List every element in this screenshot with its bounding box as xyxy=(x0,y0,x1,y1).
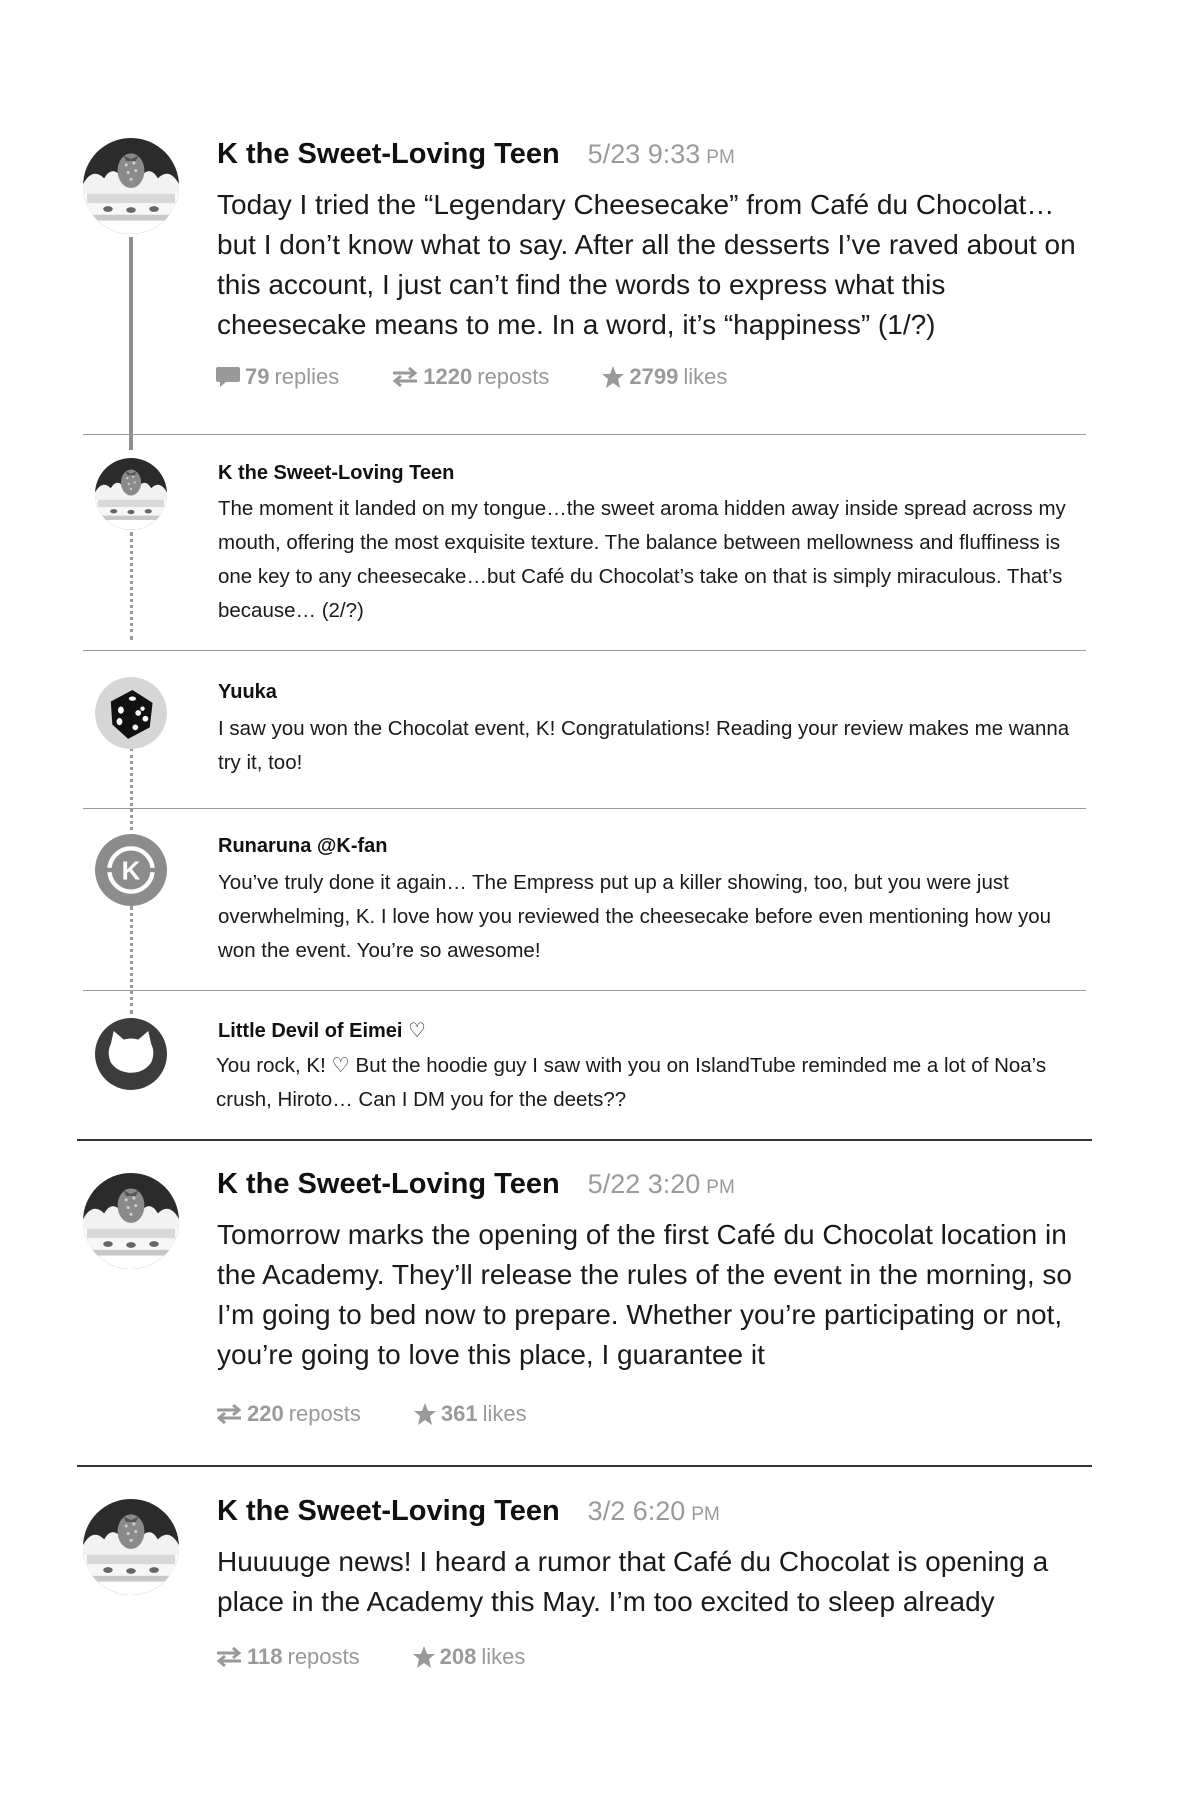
like-button[interactable] xyxy=(412,1644,526,1670)
reposts-count: 220 xyxy=(247,1401,284,1426)
likes-label: likes xyxy=(481,1644,526,1669)
post-author[interactable]: K the Sweet-Loving Teen xyxy=(217,1495,560,1527)
repost-arrows-icon xyxy=(391,366,419,388)
reply-text: You rock, K! ♡ But the hoodie guy I saw with you on IslandTube reminded me a lot of Noa’s crush, Hiroto… Can I DM you for the deets?? xyxy=(216,1054,1047,1111)
cat-avatar-icon xyxy=(95,1018,167,1090)
divider xyxy=(83,990,1086,991)
reply-text: The moment it landed on my tongue…the sweet aroma hidden away inside spread across my mouth, offering the most exquisite texture. The balance between mellowness and fluffiness is one key to any cheesecake…but Café du Chocolat’s take on that is simply miraculous. That’s because… (2/?) xyxy=(218,497,1066,622)
like-button[interactable] xyxy=(601,364,727,390)
cake-avatar-icon xyxy=(95,458,167,530)
likes-count: 2799 xyxy=(629,364,679,389)
thread-line xyxy=(129,237,133,450)
likes-label: likes xyxy=(482,1401,527,1426)
divider xyxy=(83,434,1086,435)
repost-arrows-icon xyxy=(215,1646,243,1668)
avatar[interactable] xyxy=(95,458,167,530)
replies-label: replies xyxy=(274,364,340,389)
speech-bubble-icon xyxy=(215,365,241,389)
avatar[interactable] xyxy=(83,1173,179,1269)
reply-text: I saw you won the Chocolat event, K! Congratulations! Reading your review makes me wanna try it, too! xyxy=(218,717,1070,774)
star-icon xyxy=(412,1645,436,1669)
reply-author[interactable]: Little Devil of Eimei ♡ xyxy=(218,1020,426,1042)
dice-avatar-icon xyxy=(95,677,167,749)
reply-author[interactable]: Runaruna @K-fan xyxy=(218,835,388,857)
divider xyxy=(83,650,1086,651)
avatar[interactable] xyxy=(95,1018,167,1090)
divider xyxy=(77,1139,1092,1141)
k-logo-avatar-icon xyxy=(95,834,167,906)
post-author[interactable]: K the Sweet-Loving Teen xyxy=(217,138,560,170)
likes-count: 361 xyxy=(440,1401,478,1426)
cake-avatar-icon xyxy=(83,1173,179,1269)
avatar[interactable] xyxy=(83,138,179,234)
likes-count: 208 xyxy=(439,1644,477,1669)
repost-button[interactable] xyxy=(215,1401,361,1427)
replies-count: 79 xyxy=(245,364,270,389)
reposts-label: reposts xyxy=(287,1644,360,1669)
reposts-label: reposts xyxy=(288,1401,361,1426)
cake-avatar-icon xyxy=(83,1499,179,1595)
divider xyxy=(77,1465,1092,1467)
reply-text: You’ve truly done it again… The Empress put up a killer showing, too, but you were just overwhelming, K. I love how you reviewed the cheesecake before even mentioning how you won the event. You’re so awesome! xyxy=(218,871,1052,962)
likes-label: likes xyxy=(683,364,728,389)
post-text: Today I tried the “Legendary Cheesecake” from Café du Chocolat… but I don’t know what to say. After all the desserts I’ve raved about on this account, I just can’t find the words to express what this cheesecake means to me. In a word, it’s “happiness” (1/?) xyxy=(217,189,1076,340)
reply-author[interactable]: K the Sweet-Loving Teen xyxy=(218,462,455,484)
thread-line-dotted xyxy=(130,748,133,830)
avatar[interactable] xyxy=(95,677,167,749)
post-text: Huuuuge news! I heard a rumor that Café du Chocolat is opening a place in the Academy this May. I’m too excited to sleep already xyxy=(217,1546,1049,1617)
post-text: Tomorrow marks the opening of the first Café du Chocolat location in the Academy. They’ll release the rules of the event in the morning, so I’m going to bed now to prepare. Whether you’re participating or not, you’re going to love this place, I guarantee it xyxy=(217,1219,1072,1370)
star-icon xyxy=(413,1402,437,1426)
reply-author[interactable]: Yuuka xyxy=(218,681,277,703)
reply-button[interactable] xyxy=(215,364,339,390)
thread-line-dotted xyxy=(130,906,133,1014)
repost-button[interactable] xyxy=(215,1644,360,1670)
post-timestamp[interactable]: 5/22 3:20 PM xyxy=(587,1169,735,1199)
like-button[interactable] xyxy=(413,1401,527,1427)
avatar[interactable] xyxy=(83,1499,179,1595)
avatar[interactable] xyxy=(95,834,167,906)
star-icon xyxy=(601,365,625,389)
post-timestamp[interactable]: 3/2 6:20 PM xyxy=(587,1496,720,1526)
thread-line-dotted xyxy=(130,532,133,640)
repost-button[interactable] xyxy=(391,364,549,390)
post-author[interactable]: K the Sweet-Loving Teen xyxy=(217,1168,560,1200)
post-timestamp[interactable]: 5/23 9:33 PM xyxy=(587,139,735,169)
cake-avatar-icon xyxy=(83,138,179,234)
reposts-count: 1220 xyxy=(423,364,473,389)
reposts-count: 118 xyxy=(247,1644,283,1669)
reposts-label: reposts xyxy=(477,364,550,389)
repost-arrows-icon xyxy=(215,1403,243,1425)
divider xyxy=(83,808,1086,809)
